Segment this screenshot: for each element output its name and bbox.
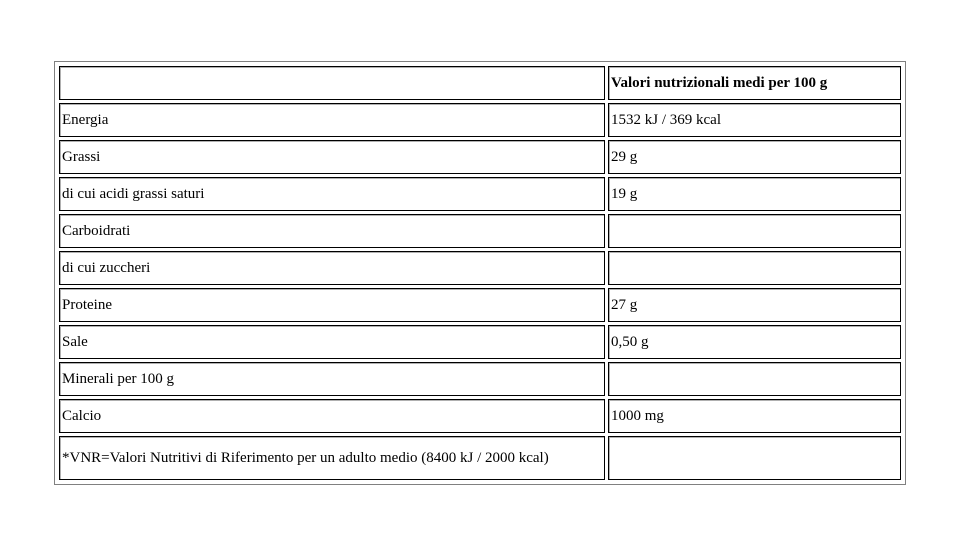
nutrient-value: 19 g [608,177,901,211]
table-row [59,214,901,248]
footnote-value [608,436,901,480]
nutrient-name: Energia [59,103,605,137]
table-row-footnote [59,436,901,480]
nutrient-name: Grassi [59,140,605,174]
nutrition-table-frame [54,61,906,485]
nutrient-name: Proteine [59,288,605,322]
nutrient-value [608,362,901,396]
nutrient-value: 27 g [608,288,901,322]
nutrient-name: Calcio [59,399,605,433]
table-row [59,325,901,359]
table-header-row [59,66,901,100]
nutrient-name: Minerali per 100 g [59,362,605,396]
nutrient-name: di cui zuccheri [59,251,605,285]
nutrient-value: 1532 kJ / 369 kcal [608,103,901,137]
nutrient-name: di cui acidi grassi saturi [59,177,605,211]
table-row [59,288,901,322]
nutrition-table [56,63,904,483]
table-row [59,251,901,285]
nutrient-name: Sale [59,325,605,359]
nutrient-value: 29 g [608,140,901,174]
table-row [59,362,901,396]
table-row [59,399,901,433]
nutrient-value: 1000 mg [608,399,901,433]
header-cell-label [59,66,605,100]
footnote-text: *VNR=Valori Nutritivi di Riferimento per un adulto medio (8400 kJ / 2000 kcal) [59,436,605,480]
table-row [59,103,901,137]
table-row [59,177,901,211]
table-row [59,140,901,174]
nutrient-value [608,214,901,248]
nutrient-value: 0,50 g [608,325,901,359]
nutrient-value [608,251,901,285]
nutrient-name: Carboidrati [59,214,605,248]
header-cell-values: Valori nutrizionali medi per 100 g [608,66,901,100]
